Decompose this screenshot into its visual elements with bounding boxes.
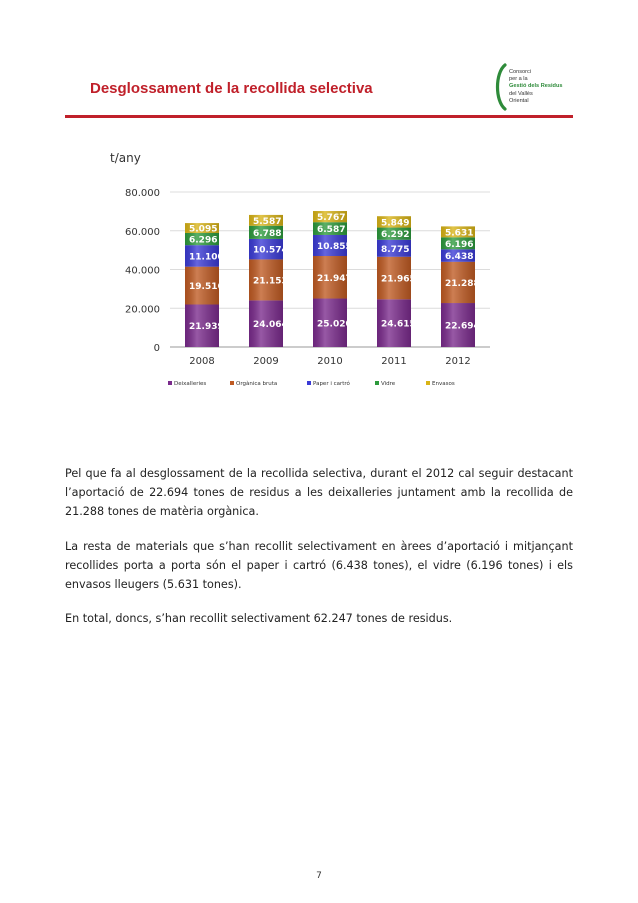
data-label: 6.296 [189,235,218,246]
x-tick-label: 2011 [381,356,407,367]
x-tick-label: 2012 [445,356,471,367]
logo-arc-icon [492,63,508,111]
paragraph-1: Pel que fa al desglossament de la recollida selectiva, durant el 2012 cal seguir destacant l’aportació de 22.694 tones de residus a les deixalleries juntament amb la recollida de 21.288 tones de matèria orgànica. [65,467,573,518]
paragraph-2: La resta de materials que s’han recollit selectivament en àrees d’aportació i mitjançant recollides porta a porta són el paper i cartró (6.438 tones), el vidre (6.196 tones) i els envasos lleugers (5.631 tones). [65,540,573,591]
data-label: 6.196 [445,239,474,250]
header-rule [65,115,573,118]
data-label: 6.438 [445,252,474,263]
logo-line: Gestió dels Residus [509,83,563,90]
data-label: 24.064 [253,320,288,331]
data-label: 6.788 [253,228,282,239]
stacked-bar-chart [90,145,510,400]
legend-swatch [307,381,311,385]
data-label: 19.516 [189,282,224,293]
logo-line: Consorci [509,69,532,75]
data-label: 11.100 [189,252,224,263]
legend-entry: Orgànica bruta [236,381,278,387]
data-label: 21.965 [381,274,416,285]
y-axis-label: t/any [110,151,141,165]
data-label: 22.694 [445,321,480,332]
legend-entry: Vidre [381,381,396,387]
data-label: 21.153 [253,276,288,287]
y-tick-label: 40.000 [125,265,160,277]
data-label: 5.849 [381,218,410,229]
x-tick-label: 2010 [317,356,343,367]
y-tick-label: 60.000 [125,226,160,238]
x-tick-label: 2008 [189,356,215,367]
page-number: 7 [316,871,322,881]
data-label: 21.939 [189,322,224,333]
data-label: 8.775 [381,244,410,255]
data-label: 10.574 [253,245,288,256]
legend-swatch [168,381,172,385]
data-label: 21.947 [317,273,352,284]
data-label: 25.020 [317,319,352,330]
legend-entry: Paper i cartró [313,381,350,387]
logo-line: del Vallès [509,90,533,97]
data-label: 5.767 [317,213,346,224]
legend-swatch [426,381,430,385]
x-tick-label: 2009 [253,356,279,367]
y-tick-label: 0 [153,343,160,354]
data-label: 6.292 [381,230,410,241]
consorci-logo [492,63,582,111]
data-label: 5.587 [253,216,282,227]
legend-entry: Envasos [432,381,455,387]
y-tick-label: 20.000 [125,304,160,316]
paragraph-3: En total, doncs, s’han recollit selectivament 62.247 tones de residus. [65,612,453,625]
data-label: 21.288 [445,278,480,289]
data-label: 10.855 [317,241,352,252]
legend-swatch [375,381,379,385]
page-title: Desglossament de la recollida selectiva [90,80,373,97]
y-tick-label: 80.000 [125,188,160,199]
data-label: 5.631 [445,228,474,239]
legend-entry: Deixalleries [174,381,207,387]
data-label: 6.587 [317,225,346,236]
legend-swatch [230,381,234,385]
logo-text [509,69,562,105]
data-label: 24.615 [381,319,416,330]
logo-line: per a la [509,76,528,83]
data-label: 5.095 [189,224,218,235]
logo-line: Oriental [509,97,529,104]
